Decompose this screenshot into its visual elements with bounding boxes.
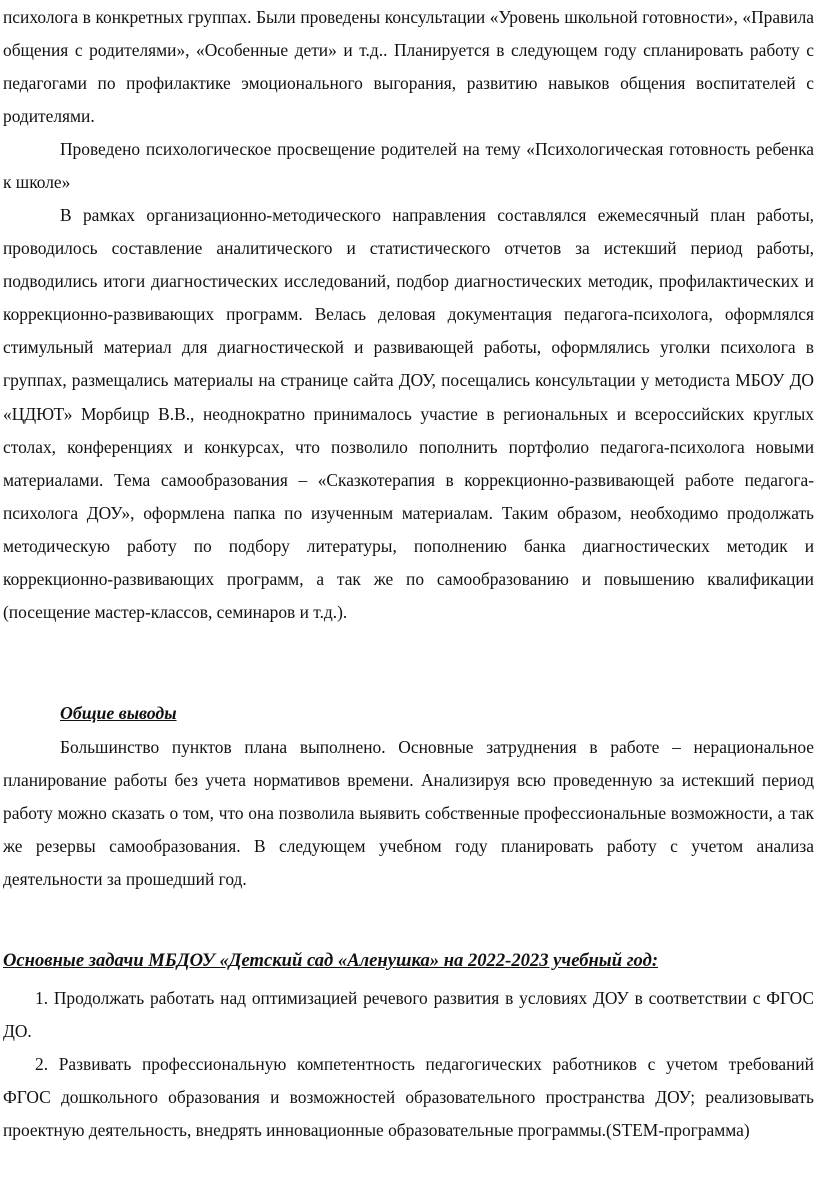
paragraph-consultations: психолога в конкретных группах. Были проведены консультации «Уровень школьной готовности», «Правила общения с родителями», «Особенные дети» и т.д.. Планируется в следующем году спланировать работу с педагогами по профилактике эмоционального выгорания, развитию навыков общения воспитателей с родителями.: [3, 7, 814, 127]
task-item-1: 1. Продолжать работать над оптимизацией речевого развития в условиях ДОУ в соответствии с ФГОС ДО.: [3, 988, 814, 1042]
heading-general-conclusions: Общие выводы: [60, 703, 177, 723]
paragraph-conclusions: Большинство пунктов плана выполнено. Основные затруднения в работе – нерациональное планирование работы без учета нормативов времени. Анализируя всю проведенную за истекший период работу можно сказать о том, что она позволила выявить собственные профессиональные возможности, а так же резервы самообразования. В следующем учебном году планировать работу с учетом анализа деятельности за прошедший год.: [3, 737, 814, 890]
task-item-2: 2. Развивать профессиональную компетентность педагогических работников с учетом требований ФГОС дошкольного образования и возможностей образовательного пространства ДОУ; реализовывать проектную деятельность, внедрять инновационные образовательные программы.(STEM-программа): [3, 1054, 814, 1141]
paragraph-methodical-work: В рамках организационно-методического направления составлялся ежемесячный план работы, проводилось составление аналитического и статистического отчетов за истекший период работы, подводились итоги диагностических исследований, подбор диагностических методик, профилактических и коррекционно-развивающих программ. Велась деловая документация педагога-психолога, оформлялся стимульный материал для диагностической и развивающей работы, оформлялись уголки психолога в группах, размещались материалы на странице сайта ДОУ, посещались консультации у методиста МБОУ ДО «ЦДЮТ» Морбицр В.В., неоднократно принималось участие в региональных и всероссийских круглых столах, конференциях и конкурсах, что позволило пополнить портфолио педагога-психолога новыми материалами. Тема самообразования – «Сказкотерапия в коррекционно-развивающей работе педагога-психолога ДОУ», оформлена папка по изученным материалам. Таким образом, необходимо продолжать методическую работу по подбору литературы, пополнению банка диагностических методик и коррекционно-развивающих программ, а так же по самообразованию и повышению квалификации (посещение мастер-классов, семинаров и т.д.).: [3, 205, 814, 623]
paragraph-parent-education: Проведено психологическое просвещение родителей на тему «Психологическая готовность ребенка к школе»: [3, 139, 814, 193]
heading-main-tasks: Основные задачи МБДОУ «Детский сад «Аленушка» на 2022-2023 учебный год:: [3, 950, 659, 971]
